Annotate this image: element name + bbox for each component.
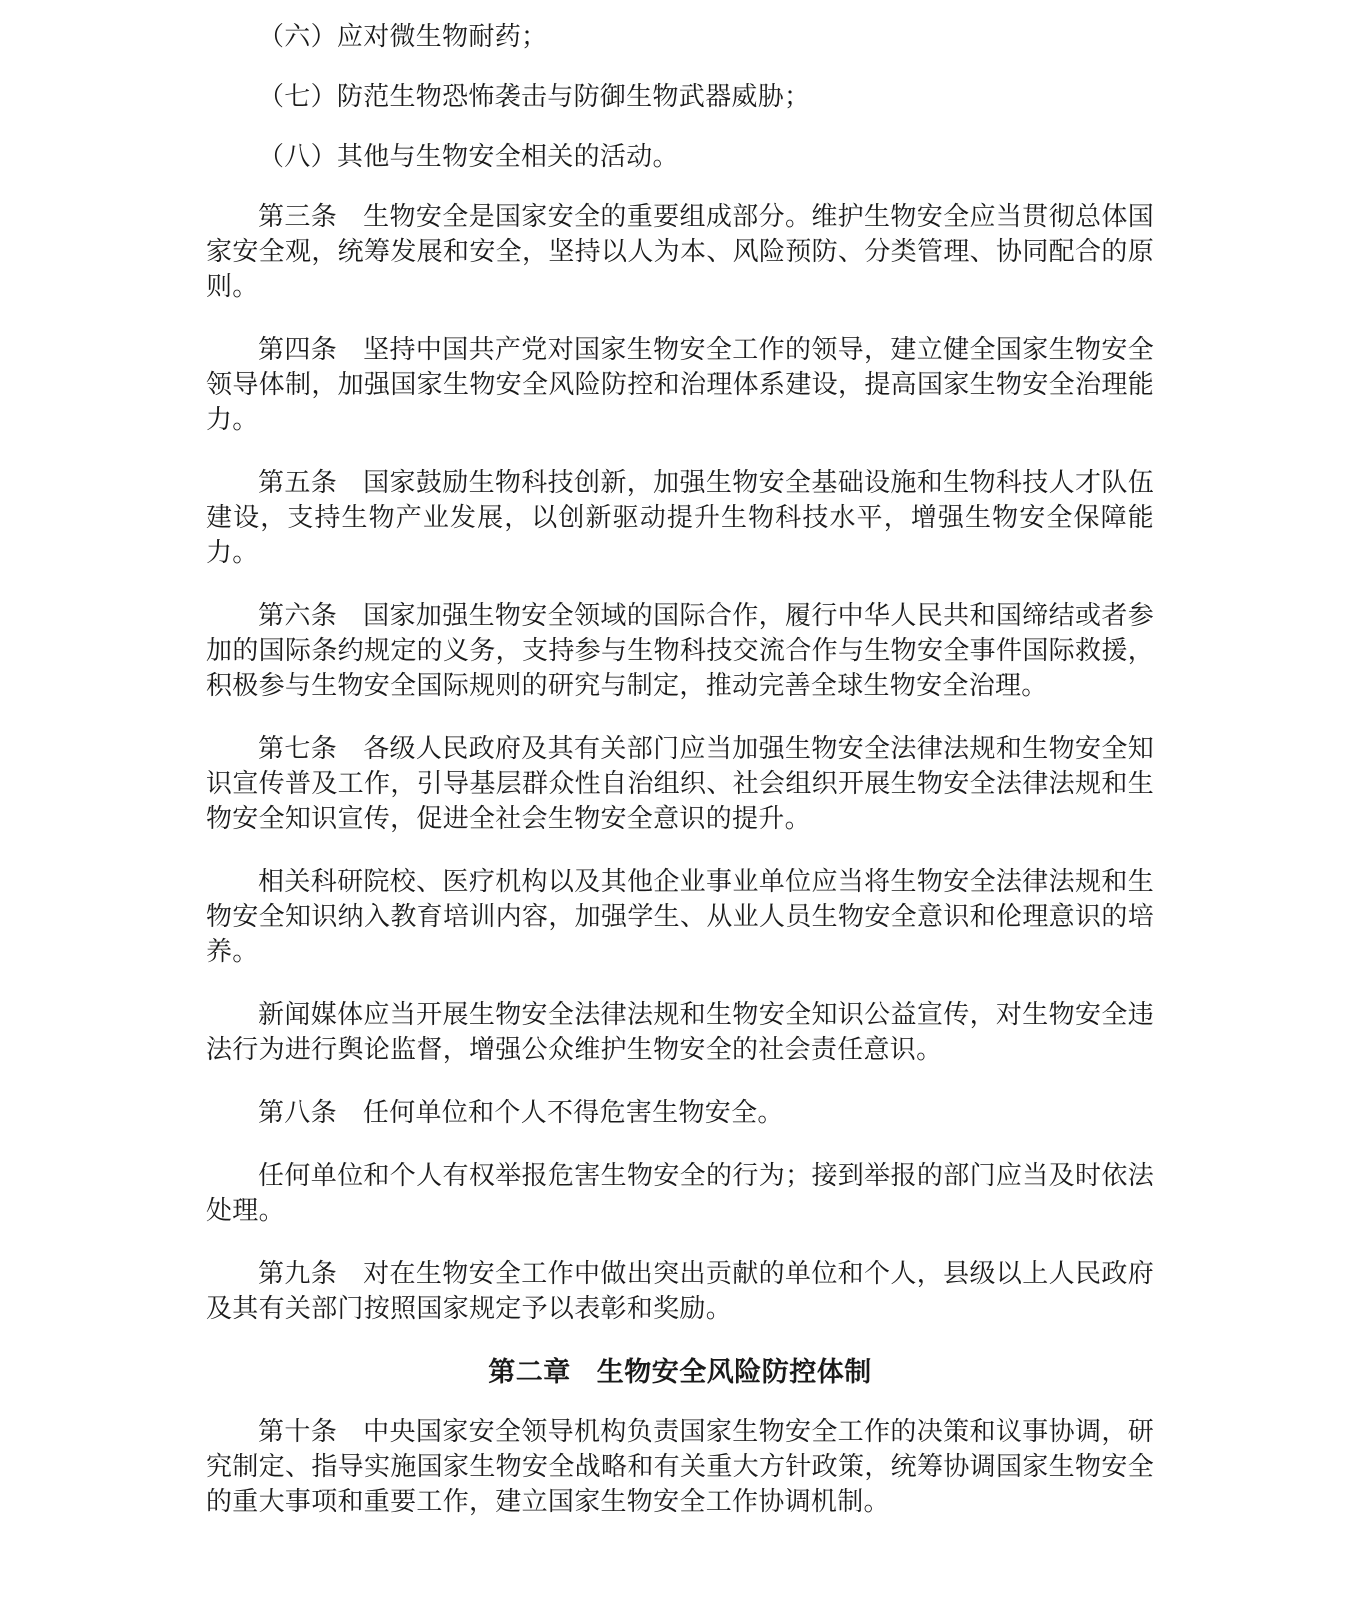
article-text: 对在生物安全工作中做出突出贡献的单位和个人，县级以上人民政府及其有关部门按照国家规定予以表彰和奖励。 [206,1259,1154,1324]
article-text: 坚持中国共产党对国家生物安全工作的领导，建立健全国家生物安全领导体制，加强国家生物安全风险防控和治理体系建设，提高国家生物安全治理能力。 [206,335,1154,435]
article-text: 中央国家安全领导机构负责国家生物安全工作的决策和议事协调，研究制定、指导实施国家生物安全战略和有关重大方针政策，统筹协调国家生物安全的重大事项和重要工作，建立国家生物安全工作协调机制。 [206,1417,1154,1517]
article-label: 第五条 [258,468,338,498]
article-7-paragraph-2 [206,865,1154,970]
article-label: 第八条 [258,1098,337,1128]
article-text: 新闻媒体应当开展生物安全法律法规和生物安全知识公益宣传，对生物安全违法行为进行舆论监督，增强公众维护生物安全的社会责任意识。 [206,1000,1154,1065]
article-text: 任何单位和个人不得危害生物安全。 [362,1098,784,1128]
list-item: （七）防范生物恐怖袭击与防御生物武器威胁； [258,82,811,112]
article-8-paragraph-2 [206,1159,1154,1229]
article-label: 第六条 [258,601,338,631]
article-8 [206,1096,1154,1131]
article-text: 各级人民政府及其有关部门应当加强生物安全法律法规和生物安全知识宣传普及工作，引导基层群众性自治组织、社会组织开展生物安全法律法规和生物安全知识宣传，促进全社会生物安全意识的提升。 [206,734,1154,834]
article-label: 第三条 [258,202,338,232]
article-6 [206,599,1154,704]
article-label: 第九条 [258,1259,338,1289]
article-7-paragraph-3 [206,998,1154,1068]
chapter-heading [206,1355,1154,1391]
article-text: 国家鼓励生物科技创新，加强生物安全基础设施和生物科技人才队伍建设，支持生物产业发展，以创新驱动提升生物科技水平，增强生物安全保障能力。 [206,468,1154,568]
article-text: 相关科研院校、医疗机构以及其他企业事业单位应当将生物安全法律法规和生物安全知识纳入教育培训内容，加强学生、从业人员生物安全意识和伦理意识的培养。 [206,867,1154,967]
article-4 [206,333,1154,438]
article-label: 第七条 [258,734,338,764]
article-10 [206,1415,1154,1520]
article-text: 国家加强生物安全领域的国际合作，履行中华人民共和国缔结或者参加的国际条约规定的义务，支持参与生物科技交流合作与生物安全事件国际救援，积极参与生物安全国际规则的研究与制定，推动完善全球生物安全治理。 [206,601,1154,701]
article-7 [206,732,1154,837]
document-page [206,20,1154,1548]
article-9 [206,1257,1154,1327]
article-label: 第十条 [258,1417,338,1447]
list-item: （八）其他与生物安全相关的活动。 [258,142,679,172]
article-label: 第四条 [258,335,338,365]
article-text: 任何单位和个人有权举报危害生物安全的行为；接到举报的部门应当及时依法处理。 [206,1161,1154,1226]
chapter-number: 第二章 [488,1357,571,1388]
chapter-title: 生物安全风险防控体制 [596,1357,872,1388]
article-5 [206,466,1154,571]
article-text: 生物安全是国家安全的重要组成部分。维护生物安全应当贯彻总体国家安全观，统筹发展和安全，坚持以人为本、风险预防、分类管理、协同配合的原则。 [206,202,1154,302]
article-3 [206,200,1154,305]
list-item: （六）应对微生物耐药； [258,22,548,52]
